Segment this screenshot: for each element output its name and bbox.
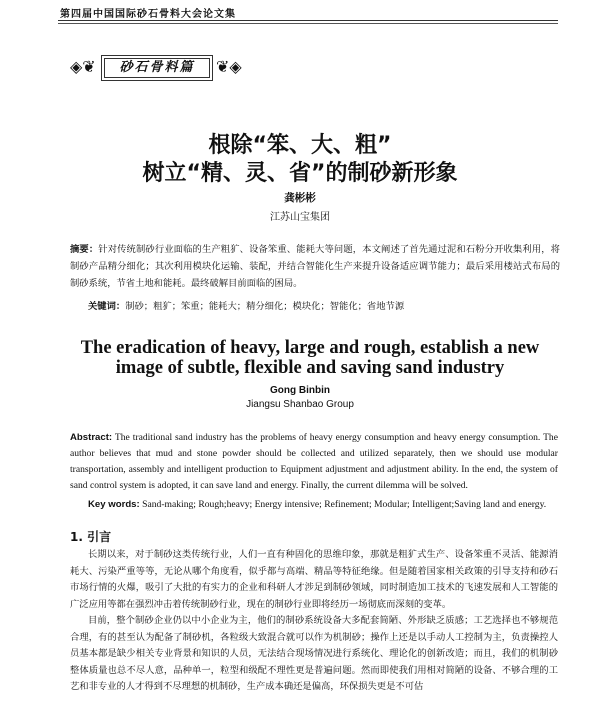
ornament-right-icon: ❦◈	[216, 57, 242, 76]
abstract-en-text: The traditional sand industry has the problems of heavy energy consumption and heavy energy consumption. The author believes that mud and stone powder should be collected and utilized separately, then we should use modular transportation, assembly and intelligent production to Equipment adjustment and adjustment ability. In the end, the system of sand control system is adopted, it can save land and energy. Finally, the current dilemma will be solved.	[70, 432, 558, 491]
author-cn: 龚彬彬	[284, 192, 316, 204]
abstract-cn-text: 针对传统制砂行业面临的生产粗犷、设备笨重、能耗大等问题，本文阐述了首先通过泥和石粉分开收集利用，将制砂产品精分细化；其次利用模块化运输、装配，并结合智能化生产来提升设备适应调节能力；最后采用楼站式布局的制砂系统，节省土地和能耗。最终破解目前面临的困局。	[70, 244, 560, 289]
keywords-cn-text: 制砂；粗犷；笨重；能耗大；精分细化；模块化；智能化；省地节源	[125, 301, 405, 312]
keywords-en	[88, 499, 558, 510]
abstract-cn-label: 摘要：	[70, 244, 99, 255]
section-banner	[70, 54, 244, 82]
title-cn-line1: 根除“笨、大、粗”	[208, 133, 392, 158]
banner-label: 砂石骨料篇	[104, 58, 210, 78]
author-en: Gong Binbin	[270, 385, 330, 396]
keywords-en-text: Sand-making; Rough;heavy; Energy intensive; Refinement; Modular; Intelligent;Saving land and energy.	[142, 499, 547, 510]
header-rule	[58, 20, 558, 21]
keywords-cn-label: 关键词：	[88, 301, 126, 312]
title-en: The eradication of heavy, large and rough, establish a new image of subtle, flexible and saving sand industry	[80, 338, 540, 378]
keywords-en-label: Key words:	[88, 499, 140, 510]
affiliation-en: Jiangsu Shanbao Group	[246, 399, 354, 410]
body-text	[70, 547, 558, 696]
header-rule-thin	[58, 23, 558, 24]
title-cn-line2: 树立“精、灵、省”的制砂新形象	[142, 161, 458, 186]
ornament-left-icon: ◈❦	[70, 57, 96, 76]
affiliation-cn: 江苏山宝集团	[270, 212, 330, 223]
running-header: 第四届中国国际砂石骨料大会论文集	[60, 9, 236, 20]
abstract-en-label: Abstract:	[70, 432, 113, 443]
body-paragraph: 长期以来，对于制砂这类传统行业，人们一直有种固化的思维印象，那就是粗犷式生产、设备笨重不灵活、能源消耗大、污染严重等等，无论从哪个角度看，似乎都与高端、精品等特征绝缘。但是随着国家相关政策的引导支持和砂石市场行情的火爆，吸引了大批的有实力的企业和科研人才涉足到制砂领域，同时制造加工技术的飞速发展和人工智能的广泛应用等都在强烈冲击着传统制砂行业，现在的制砂行业即将经历一场彻底而深刻的变革。	[70, 549, 558, 610]
body-paragraph: 目前，整个制砂企业仍以中小企业为主，他们的制砂系统设备大多配套简陋、外形缺乏质感；工艺选择也不够规范合理，有的甚至认为配备了制砂机，各粒级大致混合就可以作为机制砂；操作上还是以手动人工控制为主，负责操控人员基本都是缺少相关专业背景和知识的人员，无法结合现场情况进行系统化、理论化的创新改造；而且，我们的机制砂整体质量也总不尽人意，品种单一，粒型和级配不理性更是普遍问题。然而即使我们用相对简陋的设备、不够合理的工艺和非专业的人才得到不尽理想的机制砂，生产成本确还是偏高，环保损失更是不可估	[70, 615, 558, 692]
section-heading: 1. 引言	[70, 530, 112, 544]
abstract-en	[70, 430, 558, 494]
keywords-cn	[88, 300, 558, 314]
abstract-cn	[70, 241, 560, 292]
